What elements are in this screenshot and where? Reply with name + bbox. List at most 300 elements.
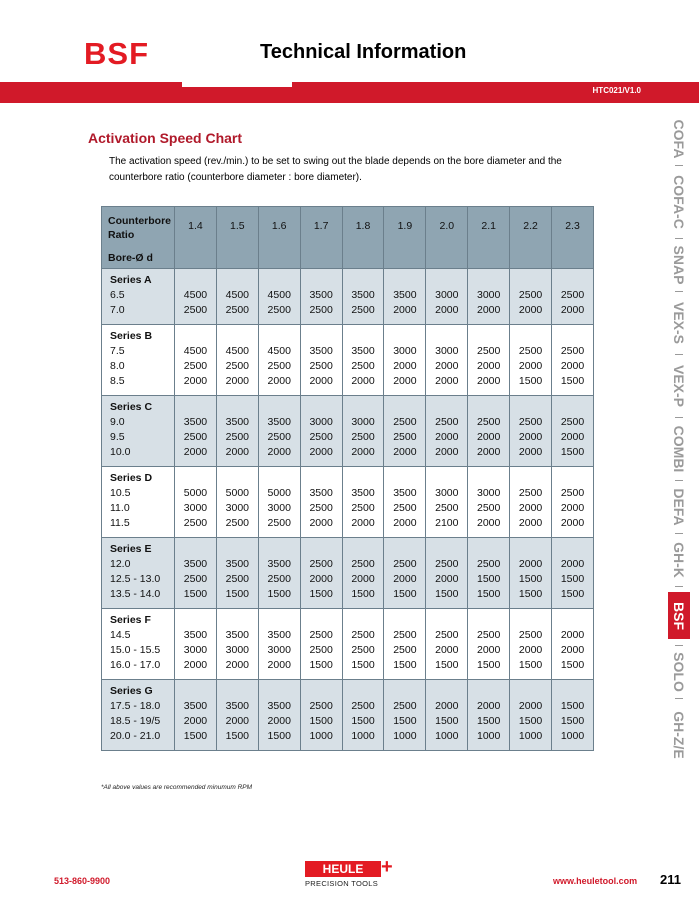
cell-spacer (426, 542, 467, 557)
speed-cell (258, 269, 300, 325)
speed-value: 2500 (393, 502, 417, 514)
speed-value: 2000 (477, 517, 501, 529)
speed-value: 1000 (477, 730, 501, 742)
speed-value: 2500 (477, 558, 501, 570)
cell-spacer (217, 684, 258, 699)
cell-spacer (468, 329, 509, 344)
cell-spacer (301, 329, 342, 344)
speed-value: 4500 (267, 345, 291, 357)
speed-cell (552, 467, 594, 538)
speed-value: 2500 (518, 416, 543, 428)
speed-value: 2000 (351, 517, 375, 529)
speed-value: 1500 (225, 730, 250, 742)
speed-cell (258, 467, 300, 538)
sidenav-item-label: COFA (671, 119, 687, 158)
speed-value: 2500 (309, 700, 333, 712)
speed-value: 1500 (560, 700, 585, 712)
cell-spacer (175, 542, 216, 557)
ratio-header-1.4 (175, 207, 217, 269)
table-row (102, 325, 594, 396)
speed-value: 1500 (435, 715, 459, 727)
sidenav-item-gh-k[interactable] (668, 539, 690, 580)
speed-cell (384, 609, 426, 680)
speed-cell (342, 680, 384, 751)
speed-cell (300, 467, 342, 538)
sidenav-separator (675, 238, 683, 239)
section-title: Activation Speed Chart (88, 130, 243, 146)
speed-value: 2500 (309, 644, 333, 656)
speed-value: 1500 (477, 573, 501, 585)
speed-value: 5000 (267, 487, 291, 499)
footer-phone: 513-860-9900 (54, 876, 111, 886)
speed-cell (510, 269, 552, 325)
sidenav-item-label: VEX-P (671, 364, 687, 407)
speed-value: 1500 (560, 715, 585, 727)
speed-value: 2500 (393, 644, 417, 656)
cell-spacer (343, 613, 384, 628)
series-name: Series F (110, 614, 151, 626)
series-name: Series A (110, 274, 152, 286)
speed-value: 2500 (267, 360, 291, 372)
speed-value: 2500 (518, 487, 543, 499)
sidenav-item-cofa-c[interactable] (668, 171, 690, 232)
speed-value: 3000 (183, 644, 208, 656)
speed-value: 2000 (393, 446, 417, 458)
cell-spacer (343, 273, 384, 288)
cell-spacer (259, 273, 300, 288)
cell-spacer (175, 273, 216, 288)
cell-spacer (259, 542, 300, 557)
cell-spacer (510, 542, 551, 557)
speed-value: 2000 (477, 446, 501, 458)
speed-cell (510, 538, 552, 609)
cell-spacer (217, 542, 258, 557)
speed-value: 2000 (560, 517, 585, 529)
speed-value: 2000 (393, 304, 417, 316)
bore-cell (102, 396, 175, 467)
speed-value: 2500 (183, 573, 208, 585)
speed-value: 3500 (183, 416, 208, 428)
speed-cell (468, 680, 510, 751)
speed-cell (216, 609, 258, 680)
sidenav-item-defa[interactable] (668, 486, 690, 527)
table-row (102, 609, 594, 680)
speed-value: 3000 (351, 416, 375, 428)
speed-value: 2500 (225, 304, 250, 316)
speed-cell (510, 467, 552, 538)
speed-cell (300, 680, 342, 751)
bore-diameter: 16.0 - 17.0 (110, 659, 161, 671)
speed-value: 1500 (435, 659, 459, 671)
cell-spacer (343, 329, 384, 344)
brand-logo: BSF (84, 36, 149, 71)
speed-cell (175, 467, 217, 538)
speed-cell (342, 269, 384, 325)
sidenav-separator (675, 533, 683, 534)
speed-value: 4500 (183, 289, 208, 301)
speed-value: 2000 (435, 304, 459, 316)
speed-value: 2500 (309, 431, 333, 443)
speed-value: 2500 (477, 345, 501, 357)
speed-cell (216, 396, 258, 467)
speed-value: 3500 (183, 700, 208, 712)
speed-value: 2500 (477, 502, 501, 514)
speed-value: 1500 (477, 588, 501, 600)
cell-spacer (384, 613, 425, 628)
speed-value: 4500 (225, 345, 250, 357)
speed-value: 1000 (560, 730, 585, 742)
speed-value: 2000 (518, 517, 543, 529)
speed-value: 1500 (225, 588, 250, 600)
speed-value: 3000 (477, 487, 501, 499)
cell-spacer (552, 613, 593, 628)
speed-value: 2500 (225, 431, 250, 443)
header-bar-tab (182, 82, 292, 87)
speed-value: 3000 (435, 289, 459, 301)
speed-cell (552, 269, 594, 325)
speed-value: 3000 (225, 644, 250, 656)
cell-spacer (510, 273, 551, 288)
sidenav-item-label: GH-Z/E (671, 710, 687, 759)
speed-value: 3500 (225, 700, 250, 712)
speed-cell (468, 467, 510, 538)
speed-value: 2500 (351, 360, 375, 372)
sidenav-item-combi[interactable] (668, 423, 690, 474)
cell-spacer (301, 542, 342, 557)
footer-url[interactable]: www.heuletool.com (553, 876, 638, 886)
speed-value: 1500 (560, 659, 585, 671)
speed-cell (384, 467, 426, 538)
cell-spacer (384, 471, 425, 486)
speed-value: 1500 (309, 715, 333, 727)
cell-spacer (510, 613, 551, 628)
speed-value: 2500 (560, 345, 585, 357)
cell-spacer (217, 329, 258, 344)
speed-value: 2000 (183, 715, 208, 727)
table-row (102, 680, 594, 751)
sidenav-item-vex-p[interactable] (668, 360, 690, 411)
speed-value: 2000 (225, 715, 250, 727)
speed-value: 2000 (435, 700, 459, 712)
speed-value: 2000 (477, 431, 501, 443)
cell-spacer (175, 400, 216, 415)
sidenav-item-label: VEX-S (671, 301, 687, 344)
sidenav-item-label: SOLO (671, 651, 687, 692)
speed-value: 2000 (560, 644, 585, 656)
sidenav-separator (675, 417, 683, 418)
ratio-header-2.1 (468, 207, 510, 269)
cell-spacer (217, 471, 258, 486)
speed-value: 2000 (518, 700, 543, 712)
speed-value: 3000 (435, 345, 459, 357)
speed-value: 2500 (435, 416, 459, 428)
speed-value: 2000 (393, 573, 417, 585)
table-row (102, 396, 594, 467)
cell-spacer (552, 273, 593, 288)
speed-value: 2500 (183, 517, 208, 529)
speed-value: 2000 (518, 558, 543, 570)
speed-cell (175, 396, 217, 467)
cell-spacer (384, 684, 425, 699)
speed-value: 2000 (518, 446, 543, 458)
speed-value: 2500 (351, 431, 375, 443)
speed-value: 2500 (183, 360, 208, 372)
speed-value: 2500 (225, 517, 250, 529)
table-corner-header (102, 207, 175, 269)
speed-value: 2500 (435, 558, 459, 570)
series-name: Series G (110, 685, 153, 697)
speed-value: 2000 (309, 573, 333, 585)
speed-cell (552, 538, 594, 609)
ratio-header-1.7 (300, 207, 342, 269)
speed-value: 1000 (393, 730, 417, 742)
speed-value: 2500 (351, 502, 375, 514)
speed-value: 2000 (309, 446, 333, 458)
speed-value: 2000 (560, 431, 585, 443)
ratio-header-2.2 (510, 207, 552, 269)
speed-value: 1500 (518, 573, 543, 585)
sidenav-item-snap[interactable] (668, 244, 690, 285)
cell-spacer (552, 471, 593, 486)
speed-value: 2000 (518, 644, 543, 656)
speed-value: 2000 (393, 517, 417, 529)
speed-cell (468, 396, 510, 467)
speed-value: 3500 (267, 700, 291, 712)
speed-value: 3500 (351, 289, 375, 301)
cell-spacer (468, 613, 509, 628)
cell-spacer (552, 542, 593, 557)
speed-value: 2000 (435, 446, 459, 458)
bore-diameter: 9.0 (110, 416, 125, 428)
speed-cell (510, 609, 552, 680)
cell-spacer (552, 684, 593, 699)
sidenav-item-label: COFA-C (671, 174, 687, 229)
bore-diameter: 10.0 (110, 446, 131, 458)
speed-value: 1500 (477, 715, 501, 727)
speed-value: 2000 (351, 446, 375, 458)
speed-value: 1500 (518, 659, 543, 671)
speed-value: 2500 (560, 487, 585, 499)
speed-value: 1500 (393, 715, 417, 727)
speed-cell (175, 538, 217, 609)
cell-spacer (384, 400, 425, 415)
speed-value: 2500 (393, 431, 417, 443)
cell-spacer (301, 471, 342, 486)
series-name: Series B (110, 330, 153, 342)
speed-value: 2000 (560, 502, 585, 514)
speed-value: 2500 (267, 431, 291, 443)
speed-cell (342, 538, 384, 609)
speed-cell (216, 538, 258, 609)
speed-value: 2000 (351, 573, 375, 585)
sidenav-item-label: BSF (671, 601, 687, 630)
bore-diameter: 14.5 (110, 629, 131, 641)
ratio-label: 2.1 (481, 219, 496, 232)
bore-diameter: 20.0 - 21.0 (110, 730, 161, 742)
speed-cell (426, 325, 468, 396)
speed-value: 3500 (309, 487, 333, 499)
cell-spacer (468, 684, 509, 699)
cell-spacer (217, 613, 258, 628)
speed-value: 2000 (477, 375, 501, 387)
speed-cell (258, 609, 300, 680)
cell-spacer (510, 329, 551, 344)
speed-cell (258, 538, 300, 609)
speed-cell (426, 538, 468, 609)
bore-diameter: 10.5 (110, 487, 131, 499)
speed-value: 3500 (267, 558, 291, 570)
sidenav-item-solo[interactable] (668, 651, 690, 692)
sidenav-item-label: DEFA (671, 487, 687, 526)
cell-spacer (259, 471, 300, 486)
speed-value: 1500 (183, 730, 208, 742)
sidenav-item-vex-s[interactable] (668, 297, 690, 348)
page-number: 211 (660, 872, 681, 887)
speed-value: 1500 (560, 588, 585, 600)
speed-value: 2500 (393, 629, 417, 641)
speed-cell (216, 325, 258, 396)
speed-cell (216, 467, 258, 538)
speed-value: 1500 (309, 659, 333, 671)
speed-value: 2500 (435, 502, 459, 514)
speed-value: 3500 (225, 416, 250, 428)
speed-value: 1500 (518, 375, 543, 387)
speed-cell (510, 680, 552, 751)
speed-value: 2000 (393, 360, 417, 372)
sidenav-separator (675, 354, 683, 355)
bore-diameter: 13.5 - 14.0 (110, 588, 161, 600)
speed-value: 3000 (267, 644, 291, 656)
speed-value: 2500 (309, 304, 333, 316)
speed-value: 2000 (435, 431, 459, 443)
speed-value: 2000 (518, 304, 543, 316)
cell-spacer (217, 273, 258, 288)
sidenav-item-cofa[interactable] (668, 118, 690, 159)
speed-cell (384, 396, 426, 467)
bore-cell (102, 467, 175, 538)
speed-cell (342, 396, 384, 467)
speed-value: 1500 (518, 715, 543, 727)
speed-value: 2000 (225, 375, 250, 387)
sidenav-item-gh-z-e[interactable] (668, 704, 690, 765)
sidenav-separator (675, 165, 683, 166)
ratio-label: 1.6 (271, 219, 287, 232)
sidenav-item-bsf[interactable] (668, 592, 690, 639)
speed-cell (258, 396, 300, 467)
speed-value: 2500 (477, 629, 501, 641)
cell-spacer (426, 329, 467, 344)
bore-diameter: 15.0 - 15.5 (110, 644, 161, 656)
speed-value: 3500 (351, 487, 375, 499)
bore-cell (102, 680, 175, 751)
speed-value: 3500 (393, 289, 417, 301)
cell-spacer (426, 613, 467, 628)
speed-value: 2000 (225, 659, 250, 671)
heule-logo (305, 856, 397, 893)
speed-value: 3500 (225, 558, 250, 570)
speed-value: 3500 (225, 629, 250, 641)
speed-value: 3000 (393, 345, 417, 357)
cell-spacer (301, 684, 342, 699)
ratio-header-2.3 (552, 207, 594, 269)
speed-cell (384, 269, 426, 325)
page-title: Technical Information (260, 41, 467, 63)
speed-value: 2000 (477, 644, 501, 656)
speed-value: 2000 (225, 446, 250, 458)
speed-value: 3500 (309, 345, 333, 357)
intro-line-2: counterbore ratio (counterbore diameter : bore diameter). (109, 172, 362, 183)
speed-value: 2000 (393, 375, 417, 387)
speed-value: 3000 (435, 487, 459, 499)
table-body (102, 269, 594, 751)
speed-value: 2000 (183, 375, 208, 387)
intro-line-1: The activation speed (rev./min.) to be set to swing out the blade depends on the bore diameter and the (109, 156, 562, 167)
speed-value: 1500 (560, 446, 585, 458)
ratio-label: 1.4 (188, 219, 203, 232)
cell-spacer (426, 684, 467, 699)
cell-spacer (259, 400, 300, 415)
speed-cell (216, 680, 258, 751)
speed-value: 3500 (183, 629, 208, 641)
ratio-label: 2.0 (439, 219, 455, 232)
speed-cell (468, 538, 510, 609)
speed-cell (426, 467, 468, 538)
bore-diameter: 7.5 (110, 345, 125, 357)
ratio-label: 1.9 (397, 219, 413, 232)
speed-value: 1500 (267, 588, 291, 600)
speed-cell (426, 680, 468, 751)
cell-spacer (175, 613, 216, 628)
sidenav-item-label: SNAP (671, 245, 687, 284)
cell-spacer (175, 471, 216, 486)
speed-value: 2000 (560, 629, 585, 641)
cell-spacer (343, 471, 384, 486)
speed-value: 5000 (183, 487, 208, 499)
speed-cell (300, 269, 342, 325)
speed-value: 2100 (435, 517, 459, 529)
speed-value: 2500 (435, 629, 459, 641)
speed-cell (552, 325, 594, 396)
speed-value: 1500 (351, 659, 375, 671)
cell-spacer (510, 471, 551, 486)
speed-value: 2500 (518, 345, 543, 357)
speed-value: 2500 (309, 629, 333, 641)
bore-diameter: 12.0 (110, 558, 131, 570)
cell-spacer (468, 273, 509, 288)
cell-spacer (384, 273, 425, 288)
speed-value: 2500 (351, 558, 375, 570)
speed-cell (384, 538, 426, 609)
speed-value: 2500 (351, 700, 375, 712)
bore-diameter: 6.5 (110, 289, 125, 301)
speed-cell (175, 269, 217, 325)
speed-value: 2500 (477, 416, 501, 428)
speed-value: 2000 (477, 360, 501, 372)
speed-cell (300, 325, 342, 396)
ratio-label: 1.7 (313, 219, 329, 232)
speed-cell (258, 325, 300, 396)
speed-value: 1500 (393, 659, 417, 671)
sidenav-separator (675, 698, 683, 699)
speed-value: 2500 (518, 629, 543, 641)
speed-value: 1500 (560, 573, 585, 585)
speed-cell (216, 269, 258, 325)
table-header-row (102, 207, 594, 269)
speed-cell (468, 325, 510, 396)
cell-spacer (468, 400, 509, 415)
speed-value: 2500 (393, 700, 417, 712)
cell-spacer (426, 273, 467, 288)
